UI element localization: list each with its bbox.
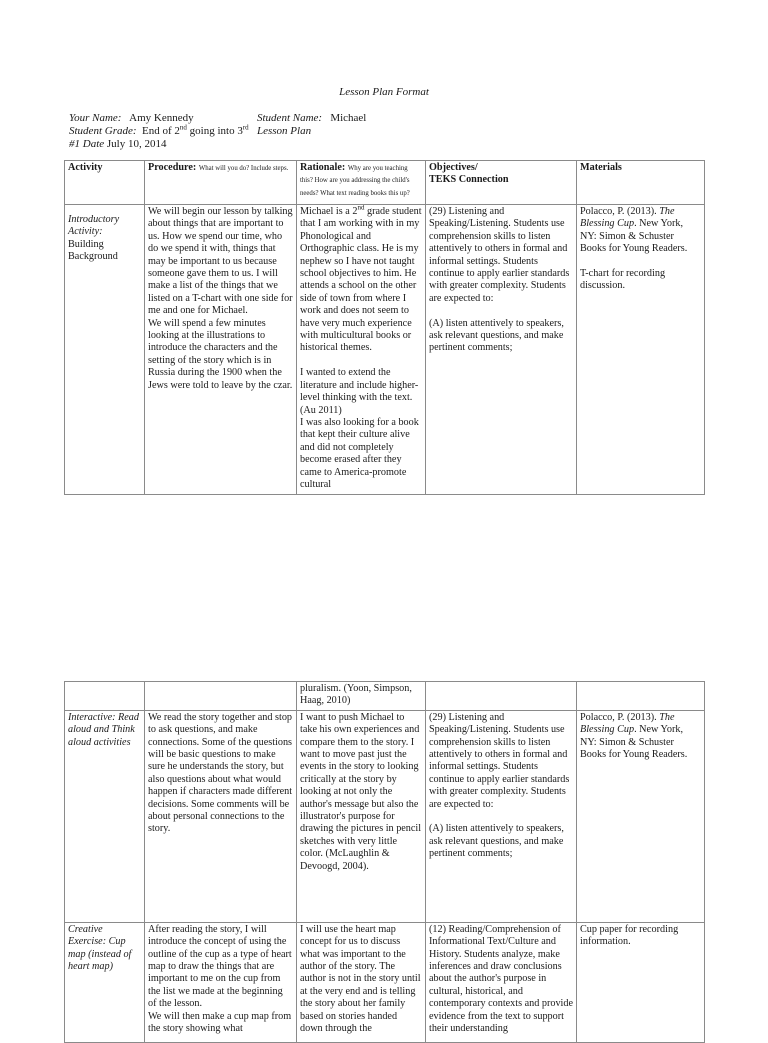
row1-activity: Introductory Activity: Building Background bbox=[65, 205, 145, 495]
your-name-label: Your Name: bbox=[69, 112, 122, 124]
student-grade-mid: going into 3 bbox=[186, 125, 243, 137]
header-activity: Activity bbox=[65, 161, 145, 205]
grade-sup-2: rd bbox=[242, 123, 249, 132]
student-grade-line bbox=[69, 125, 249, 138]
row1-objectives: (29) Listening and Speaking/Listening. Students use comprehension skills to listen attentively to others in formal and informal settings. Students continue to apply earlier standards with greater complexity. Students are expected to: (A) listen attentively to speakers, ask relevant questions, and make pertinent comments; bbox=[426, 205, 577, 495]
lesson-date-value: July 10, 2014 bbox=[106, 138, 167, 150]
header-rationale: Rationale: Why are you teaching this? How are you addressing the child's needs? What text reading books this up? bbox=[297, 161, 426, 205]
lesson-table-page-1 bbox=[64, 160, 705, 495]
table-row bbox=[65, 682, 705, 711]
row3-materials: Polacco, P. (2013). The Blessing Cup. New York, NY: Simon & Schuster Books for Young Readers. bbox=[577, 710, 705, 922]
your-name-line bbox=[69, 112, 194, 125]
table-row bbox=[65, 205, 705, 495]
lesson-number-label: #1 Date bbox=[69, 138, 105, 150]
table-header-row bbox=[65, 161, 705, 205]
row2-materials bbox=[577, 682, 705, 711]
header-objectives: Objectives/ TEKS Connection bbox=[426, 161, 577, 205]
row3-objectives: (29) Listening and Speaking/Listening. Students use comprehension skills to listen attentively to others in formal and informal settings. Students continue to apply earlier standards with greater complexity. Students are expected to: (A) listen attentively to speakers, ask relevant questions, and make pertinent comments; bbox=[426, 710, 577, 922]
lesson-plan-text: Lesson Plan bbox=[257, 125, 312, 137]
row2-objectives bbox=[426, 682, 577, 711]
row1-procedure: We will begin our lesson by talking about things that are important to us. How we spend our time, who do we spend it with, things that may be important to us because someone gave them to us. I will make a list of the things that we listed on a T-chart with one side for me and one for Michael. We will spend a few minutes looking at the illustrations to introduce the characters and the setting of the story which is in Russia during the 1900 when the Jews were told to leave by the czar. bbox=[145, 205, 297, 495]
row4-rationale: I will use the heart map concept for us to discuss what was important to the author of the story. The author is not in the story until at the very end and is telling the story about her family based on stories handed down through the bbox=[297, 922, 426, 1042]
row4-objectives: (12) Reading/Comprehension of Informational Text/Culture and History. Students analyze, make inferences and draw conclusions about the author's purpose in cultural, historical, and contemporary contexts and provide evidence from the text to support their understanding bbox=[426, 922, 577, 1042]
student-grade-pre: End of 2 bbox=[142, 125, 180, 137]
student-name-label: Student Name: bbox=[257, 112, 323, 124]
table-row bbox=[65, 710, 705, 922]
row1-rationale: Michael is a 2nd grade student that I am working with in my Phonological and Orthographic class. He is my nephew so I have not taught school objectives to him. He attends a school on the other side of town from where I work and does not seem to have very much experience with multicultural books or historical themes. I wanted to extend the literature and include higher-level thinking with the text. (Au 2011) I was also looking for a book that kept their culture alive and did not completely become erased after they came to America-promote cultural bbox=[297, 205, 426, 495]
row2-activity bbox=[65, 682, 145, 711]
row4-materials: Cup paper for recording information. bbox=[577, 922, 705, 1042]
row4-procedure: After reading the story, I will introduce the concept of using the outline of the cup as a type of heart map to draw the things that are important to me on the cup from the list we made at the beginning of the lesson. We will then make a cup map from the story showing what bbox=[145, 922, 297, 1042]
student-grade-label: Student Grade: bbox=[69, 125, 137, 137]
lesson-table-page-2 bbox=[64, 681, 705, 1043]
row3-activity: Interactive: Read aloud and Think aloud activities bbox=[65, 710, 145, 922]
document-title: Lesson Plan Format bbox=[339, 86, 429, 98]
grade-sup-1: nd bbox=[179, 123, 187, 132]
row1-materials: Polacco, P. (2013). The Blessing Cup. New York, NY: Simon & Schuster Books for Young Readers. T-chart for recording discussion. bbox=[577, 205, 705, 495]
row3-procedure: We read the story together and stop to ask questions, and make connections. Some of the questions will be basic questions to make sure he understands the story, but also questions about what would happen if characters made different decisions. Some comments will be about personal connections to the story. bbox=[145, 710, 297, 922]
header-procedure: Procedure: What will you do? Include steps. bbox=[145, 161, 297, 205]
row3-rationale: I want to push Michael to take his own experiences and compare them to the story. I want to move past just the events in the story to looking critically at the story by looking at not only the author's message but also the illustrator's purpose for drawing the pictures in pencil sketches with very little color. (McLaughlin & Devoogd, 2004). bbox=[297, 710, 426, 922]
row2-procedure bbox=[145, 682, 297, 711]
header-materials: Materials bbox=[577, 161, 705, 205]
table-row bbox=[65, 922, 705, 1042]
student-name-value: Michael bbox=[330, 112, 367, 124]
student-name-line bbox=[257, 112, 366, 125]
lesson-date-line bbox=[69, 138, 166, 151]
lesson-plan-label bbox=[257, 125, 311, 138]
row4-activity: Creative Exercise: Cup map (instead of heart map) bbox=[65, 922, 145, 1042]
your-name-value: Amy Kennedy bbox=[129, 112, 194, 124]
row2-rationale: pluralism. (Yoon, Simpson, Haag, 2010) bbox=[297, 682, 426, 711]
